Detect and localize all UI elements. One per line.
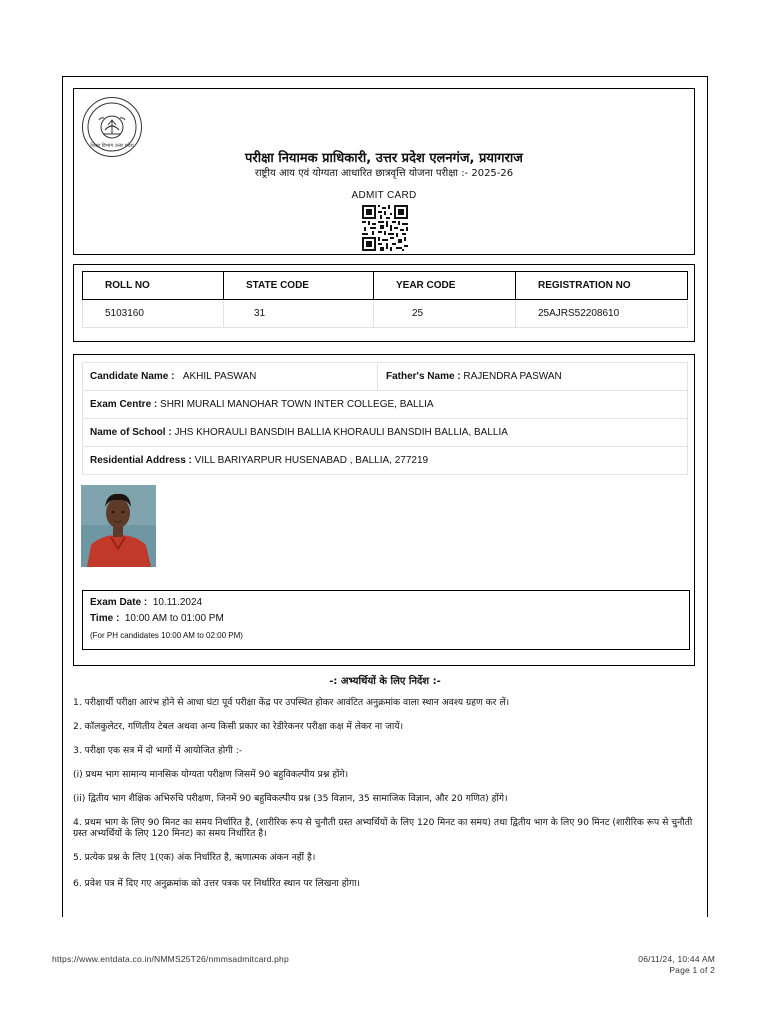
father-name-value: RAJENDRA PASWAN [463, 371, 562, 382]
exam-centre-label: Exam Centre : [90, 399, 158, 410]
row-divider [377, 363, 378, 390]
school-label: Name of School : [90, 427, 172, 438]
codes-table [82, 271, 688, 328]
instruction-item-2: 2. कॉलकुलेटर, गणितीय टेबल अथवा अन्य किसी प्रकार का रेडीरेकनर परीक्षा कक्ष में लेकर ना जायें। [73, 721, 404, 732]
scheme-title: राष्ट्रीय आय एवं योग्यता आधारित छात्रवृत्ति योजना परीक्षा :- 2025-26 [254, 168, 514, 179]
exam-date-label: Exam Date : [90, 597, 148, 608]
instruction-item-6: 6. प्रवेश पत्र में दिए गए अनुक्रमांक को उत्तर पत्रक पर निर्धारित स्थान पर लिखना होगा। [73, 878, 361, 889]
candidate-name-label: Candidate Name : [90, 371, 175, 382]
instruction-item-3-i: (i) प्रथम भाग सामान्य मानसिक योग्यता परीक्षण जिसमें 90 बहुविकल्पीय प्रश्न होंगे। [73, 769, 349, 780]
exam-centre-value: SHRI MURALI MANOHAR TOWN INTER COLLEGE, BALLIA [160, 399, 434, 410]
year-code-header: YEAR CODE [374, 272, 516, 300]
exam-time-value: 10:00 AM to 01:00 PM [124, 613, 224, 624]
instruction-item-3-ii: (ii) द्वितीय भाग शैक्षिक अभिरुचि परीक्षण, जिनमें 90 बहुविकल्पीय प्रश्न (35 विज्ञान, 35 सामाजिक विज्ञान, और 20 गणित) होंगे। [73, 793, 508, 804]
father-name-label: Father's Name : [386, 371, 461, 382]
exam-date-value: 10.11.2024 [152, 597, 203, 608]
candidate-section [73, 354, 695, 666]
instruction-item-5: 5. प्रत्येक प्रश्न के लिए 1(एक) अंक निर्धारित है, ऋणात्मक अंकन नहीं है। [73, 852, 316, 863]
address-value: VILL BARIYARPUR HUSENABAD , BALLIA, 277219 [194, 455, 429, 466]
address-label: Residential Address : [90, 455, 192, 466]
candidate-name-field [83, 363, 256, 390]
candidate-name-value: AKHIL PASWAN [182, 371, 257, 382]
school-row [82, 418, 688, 447]
instruction-item-4: 4. प्रथम भाग के लिए 90 मिनट का समय निर्धारित है, (शारीरिक रूप से चुनौती ग्रस्त अभ्यर्थियों के लिए 120 मिनट का समय) तथा द्वितीय भाग के लिए 90 मिनट (शारीरिक रूप से चुनौती ग्रस्त अभ्यर्थियों के लिए 120 मिनट) का समय निर्धारित है। [73, 817, 693, 839]
registration-no-header: REGISTRATION NO [516, 272, 688, 300]
admit-card-label: ADMIT CARD [351, 190, 417, 201]
footer-url: https://www.entdata.co.in/NMMS25T26/nmmsadmitcard.php [52, 954, 289, 964]
exam-time-label: Time : [90, 613, 120, 624]
exam-centre-row [82, 390, 688, 419]
school-value: JHS KHORAULI BANSDIH BALLIA KHORAULI BANSDIH BALLIA, BALLIA [174, 427, 508, 438]
codes-header-row [83, 272, 688, 300]
footer-datetime: 06/11/24, 10:44 AM [638, 954, 715, 964]
qr-code-icon [362, 205, 408, 251]
exam-date-line [90, 597, 202, 608]
exam-centre-field [83, 391, 434, 418]
roll-no-header: ROLL NO [83, 272, 224, 300]
name-row [82, 362, 688, 391]
state-code-value: 31 [224, 300, 374, 328]
footer-page-number: Page 1 of 2 [669, 965, 715, 975]
candidate-photo [81, 485, 156, 567]
school-field [83, 419, 508, 446]
ph-time-note: (For PH candidates 10:00 AM to 02:00 PM) [90, 631, 243, 640]
registration-no-value: 25AJRS52208610 [516, 300, 688, 328]
candidate-photo-image [81, 485, 156, 567]
logo-text: शिक्षा विभाग उत्तर प्रदेश [90, 143, 134, 149]
organization-title: परीक्षा नियामक प्राधिकारी, उत्तर प्रदेश एलनगंज, प्रयागराज [245, 151, 523, 166]
address-row [82, 446, 688, 475]
admit-card-sheet [62, 76, 708, 917]
exam-schedule-box [82, 590, 690, 650]
roll-no-value: 5103160 [83, 300, 224, 328]
codes-value-row [83, 300, 688, 328]
exam-time-line [90, 613, 224, 624]
address-field [83, 447, 428, 474]
header-section [73, 88, 695, 255]
state-code-header: STATE CODE [224, 272, 374, 300]
instructions-title: -: अभ्यर्थियों के लिए निर्देश :- [329, 676, 441, 687]
year-code-value: 25 [374, 300, 516, 328]
instruction-item-1: 1. परीक्षार्थी परीक्षा आरंभ होने से आधा घंटा पूर्व परीक्षा केंद्र पर उपस्थित होकर आवंटित अनुक्रमांक वाला स्थान अवश्य ग्रहण कर लें। [73, 697, 510, 708]
qr-code [362, 205, 408, 251]
instruction-item-3: 3. परीक्षा एक सत्र में दो भागों में आयोजित होगी :- [73, 745, 243, 756]
father-name-field [379, 363, 562, 390]
codes-section [73, 264, 695, 342]
